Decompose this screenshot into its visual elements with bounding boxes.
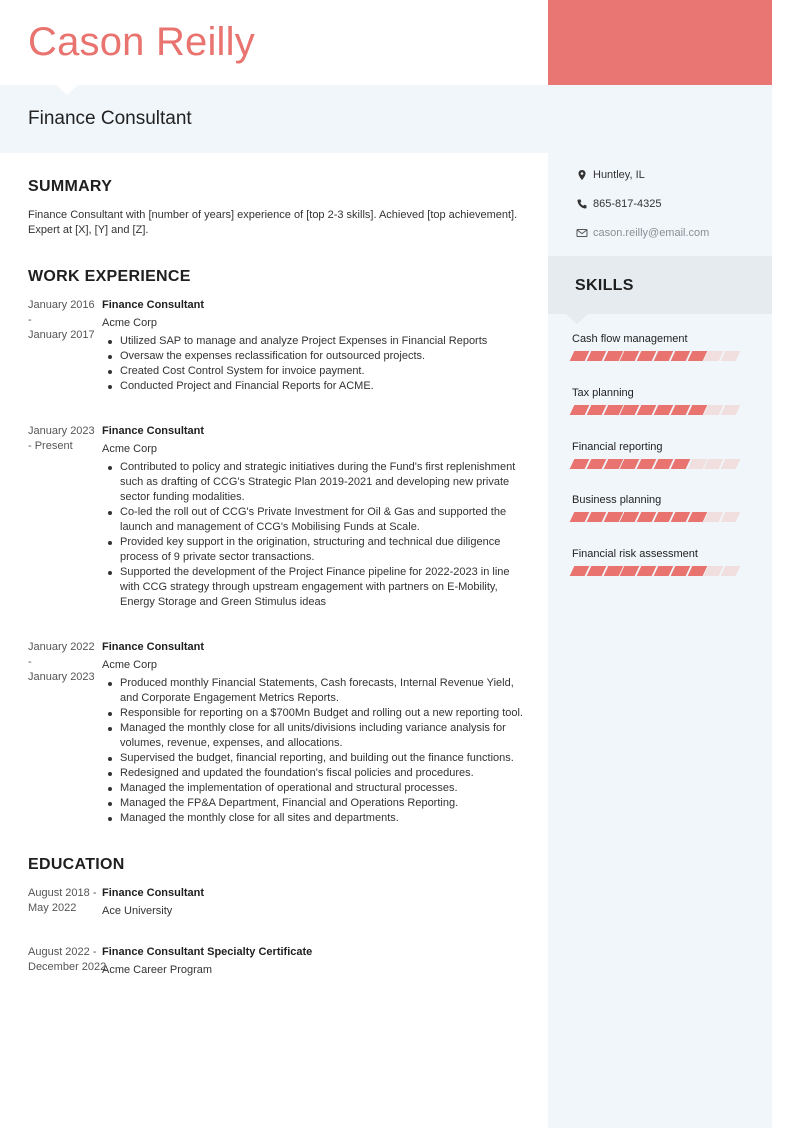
bullet-item: Contributed to policy and strategic initiatives during the Fund's first replenishment such as drafting of CCG's Strategic Plan 2019-2021 and developing new private sector funding modalities. bbox=[102, 460, 528, 505]
date-end: January 2017 bbox=[28, 329, 95, 341]
contact-email[interactable] bbox=[576, 227, 766, 239]
skill-segment-empty bbox=[721, 512, 741, 522]
entry-company: Acme Corp bbox=[102, 317, 158, 329]
skill-name: Financial risk assessment bbox=[572, 548, 698, 560]
summary-text: Finance Consultant with [number of years] experience of [top 2-3 skills]. Achieved [top achievement]. Expert at [X], [Y] and [Z]. bbox=[28, 209, 518, 236]
bullet-item: Responsible for reporting on a $700Mn Budget and rolling out a new reporting tool. bbox=[102, 706, 528, 721]
bullet-item: Created Cost Control System for invoice payment. bbox=[102, 364, 528, 379]
entry-role: Finance Consultant bbox=[102, 641, 205, 653]
bullet-item: Managed the monthly close for all units/divisions including variance analysis for volumes, revenue, expenses, and allocations. bbox=[102, 721, 528, 751]
skill-name: Cash flow management bbox=[572, 333, 688, 345]
date-separator: - bbox=[28, 656, 32, 668]
entry-bullets bbox=[102, 460, 528, 610]
entry-institution: Acme Career Program bbox=[102, 964, 213, 976]
date-end: December 2022 bbox=[28, 961, 107, 973]
date-end: January 2023 bbox=[28, 671, 95, 683]
skills-notch bbox=[566, 314, 588, 324]
bullet-item: Co-led the roll out of CCG's Private Investment for Oil & Gas and supported the launch and management of CCG's Mobilising Funds at Scale. bbox=[102, 505, 528, 535]
work-entry bbox=[28, 298, 528, 394]
entry-bullets bbox=[102, 676, 528, 826]
skill-segment-empty bbox=[721, 405, 741, 415]
date-end: May 2022 bbox=[28, 902, 77, 914]
date-end: - Present bbox=[28, 440, 73, 452]
entry-date bbox=[28, 424, 102, 610]
bullet-item: Managed the implementation of operational and structural processes. bbox=[102, 781, 528, 796]
entry-institution: Ace University bbox=[102, 905, 173, 917]
skill-item bbox=[572, 386, 762, 415]
skill-name: Business planning bbox=[572, 494, 662, 506]
skill-name: Tax planning bbox=[572, 387, 634, 399]
email-link[interactable]: cason.reilly@email.com bbox=[593, 227, 710, 239]
entry-body bbox=[102, 945, 528, 978]
bullet-item: Supported the development of the Project Finance pipeline for 2022-2023 in line with CCG strategy through upstream engagement with partners on E-Mobility, Energy Storage and Green Stimulus ideas bbox=[102, 565, 528, 610]
skill-level-bar bbox=[572, 351, 762, 361]
skill-segment-empty bbox=[721, 566, 741, 576]
skill-level-bar bbox=[572, 566, 762, 576]
work-entry bbox=[28, 424, 528, 610]
skill-item bbox=[572, 440, 762, 469]
entry-date bbox=[28, 945, 107, 978]
bullet-item: Conducted Project and Financial Reports for ACME. bbox=[102, 379, 528, 394]
date-separator: - bbox=[28, 314, 32, 326]
bullet-item: Managed the monthly close for all sites and departments. bbox=[102, 811, 528, 826]
work-experience-heading: WORK EXPERIENCE bbox=[28, 268, 191, 285]
entry-body bbox=[102, 298, 528, 394]
skill-level-bar bbox=[572, 459, 762, 469]
date-start: January 2022 bbox=[28, 641, 95, 653]
map-pin-icon bbox=[576, 169, 588, 181]
entry-date bbox=[28, 886, 102, 919]
bullet-item: Redesigned and updated the foundation's fiscal policies and procedures. bbox=[102, 766, 528, 781]
phone-text: 865-817-4325 bbox=[593, 198, 662, 210]
entry-date bbox=[28, 298, 102, 394]
candidate-name: Cason Reilly bbox=[28, 20, 255, 64]
skill-segment-empty bbox=[721, 351, 741, 361]
job-title: Finance Consultant bbox=[28, 108, 192, 129]
skill-item bbox=[572, 332, 762, 361]
bullet-item: Utilized SAP to manage and analyze Project Expenses in Financial Reports bbox=[102, 334, 528, 349]
bullet-item: Produced monthly Financial Statements, Cash forecasts, Internal Revenue Yield, and Corporate Engagement Metrics Reports. bbox=[102, 676, 528, 706]
bullet-item: Managed the FP&A Department, Financial and Operations Reporting. bbox=[102, 796, 528, 811]
entry-body bbox=[102, 640, 528, 826]
skills-heading: SKILLS bbox=[575, 277, 634, 294]
skill-segment-empty bbox=[721, 459, 741, 469]
header-accent-block bbox=[548, 0, 772, 85]
education-entry bbox=[28, 886, 528, 919]
main-column bbox=[28, 178, 528, 978]
education-heading: EDUCATION bbox=[28, 856, 125, 873]
education-entry bbox=[28, 945, 528, 978]
entry-company: Acme Corp bbox=[102, 443, 158, 455]
date-start: August 2022 - bbox=[28, 946, 97, 958]
date-start: January 2016 bbox=[28, 299, 95, 311]
bullet-item: Provided key support in the origination, structuring and technical due diligence process of 9 private sector transactions. bbox=[102, 535, 528, 565]
entry-company: Acme Corp bbox=[102, 659, 158, 671]
entry-degree: Finance Consultant bbox=[102, 887, 205, 899]
entry-role: Finance Consultant bbox=[102, 425, 205, 437]
entry-role: Finance Consultant bbox=[102, 299, 205, 311]
skill-item bbox=[572, 547, 762, 576]
title-notch bbox=[56, 85, 78, 95]
contact-location bbox=[576, 169, 766, 181]
phone-icon bbox=[576, 198, 588, 210]
bullet-item: Supervised the budget, financial reporting, and building out the finance functions. bbox=[102, 751, 528, 766]
skill-item bbox=[572, 493, 762, 522]
summary-heading: SUMMARY bbox=[28, 178, 113, 195]
location-text: Huntley, IL bbox=[593, 169, 645, 181]
entry-date bbox=[28, 640, 102, 826]
entry-body bbox=[102, 886, 528, 919]
entry-body bbox=[102, 424, 528, 610]
work-entry bbox=[28, 640, 528, 826]
date-start: January 2023 bbox=[28, 425, 95, 437]
skill-level-bar bbox=[572, 405, 762, 415]
skill-level-bar bbox=[572, 512, 762, 522]
date-start: August 2018 - bbox=[28, 887, 97, 899]
envelope-icon bbox=[576, 227, 588, 239]
entry-bullets bbox=[102, 334, 528, 394]
entry-degree: Finance Consultant Specialty Certificate bbox=[102, 946, 313, 958]
contact-phone bbox=[576, 198, 766, 210]
skill-name: Financial reporting bbox=[572, 441, 663, 453]
bullet-item: Oversaw the expenses reclassification for outsourced projects. bbox=[102, 349, 528, 364]
